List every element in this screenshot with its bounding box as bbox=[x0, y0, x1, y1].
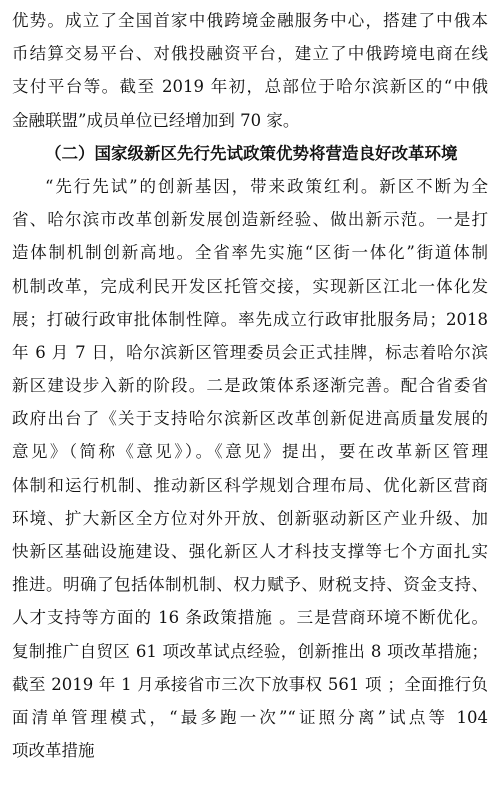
paragraph-line: 体制和运行机制、推动新区科学规划合理布局、优化新区营商 bbox=[12, 475, 488, 495]
section-heading: （二）国家级新区先行先试政策优势将营造良好改革环境 bbox=[45, 143, 458, 163]
paragraph-line: 币结算交易平台、对俄投融资平台，建立了中俄跨境电商在线 bbox=[12, 44, 488, 64]
paragraph-line: 项改革措施 bbox=[12, 741, 95, 761]
paragraph-line: 意见》（简称《意见》）。《意见》提出，要在改革新区管理 bbox=[12, 442, 488, 462]
paragraph-line: 优势。成立了全国首家中俄跨境金融服务中心，搭建了中俄本 bbox=[12, 11, 488, 30]
paragraph-line: 快新区基础设施建设、强化新区人才科技支撑等七个方面扎实 bbox=[12, 542, 488, 561]
paragraph-line: 新区建设步入新的阶段。二是政策体系逐渐完善。配合省委省 bbox=[12, 376, 488, 396]
paragraph-line: 截至 2019 年 1 月承接省市三次下放事权 561 项 ；全面推行负 bbox=[12, 674, 488, 694]
paragraph-line: 造体制机制创新高地。全省率先实施“区街一体化”街道体制 bbox=[12, 243, 488, 263]
paragraph-line: 人才支持等方面的 16 条政策措施 。三是营商环境不断优化。 bbox=[12, 608, 488, 628]
paragraph-line: 展；打破行政审批体制性障。率先成立行政审批服务局；2018 bbox=[12, 309, 488, 329]
paragraph-line: 金融联盟”成员单位已经增加到 70 家。 bbox=[12, 110, 300, 130]
paragraph-line: 年 6 月 7 日，哈尔滨新区管理委员会正式挂牌，标志着哈尔滨 bbox=[12, 342, 488, 362]
paragraph-line: 支付平台等。截至 2019 年初，总部位于哈尔滨新区的“中俄 bbox=[12, 77, 488, 97]
paragraph-line: 机制改革，完成利民开发区托管交接，实现新区江北一体化发 bbox=[12, 276, 488, 296]
paragraph-line: 推进。明确了包括体制机制、权力赋予、财税支持、资金支持、 bbox=[12, 575, 488, 595]
paragraph-line: 政府出台了《关于支持哈尔滨新区改革创新促进高质量发展的 bbox=[12, 409, 488, 429]
paragraph-line: 复制推广自贸区 61 项改革试点经验，创新推出 8 项改革措施； bbox=[12, 641, 488, 661]
paragraph-line: 省、哈尔滨市改革创新发展创造新经验、做出新示范。一是打 bbox=[12, 210, 488, 230]
paragraph-line: “先行先试”的创新基因，带来政策红利。新区不断为全 bbox=[45, 176, 488, 196]
paragraph-line: 环境、扩大新区全方位对外开放、创新驱动新区产业升级、加 bbox=[12, 508, 488, 528]
paragraph-line: 面清单管理模式，“最多跑一次”“证照分离”试点等 104 bbox=[12, 707, 488, 727]
